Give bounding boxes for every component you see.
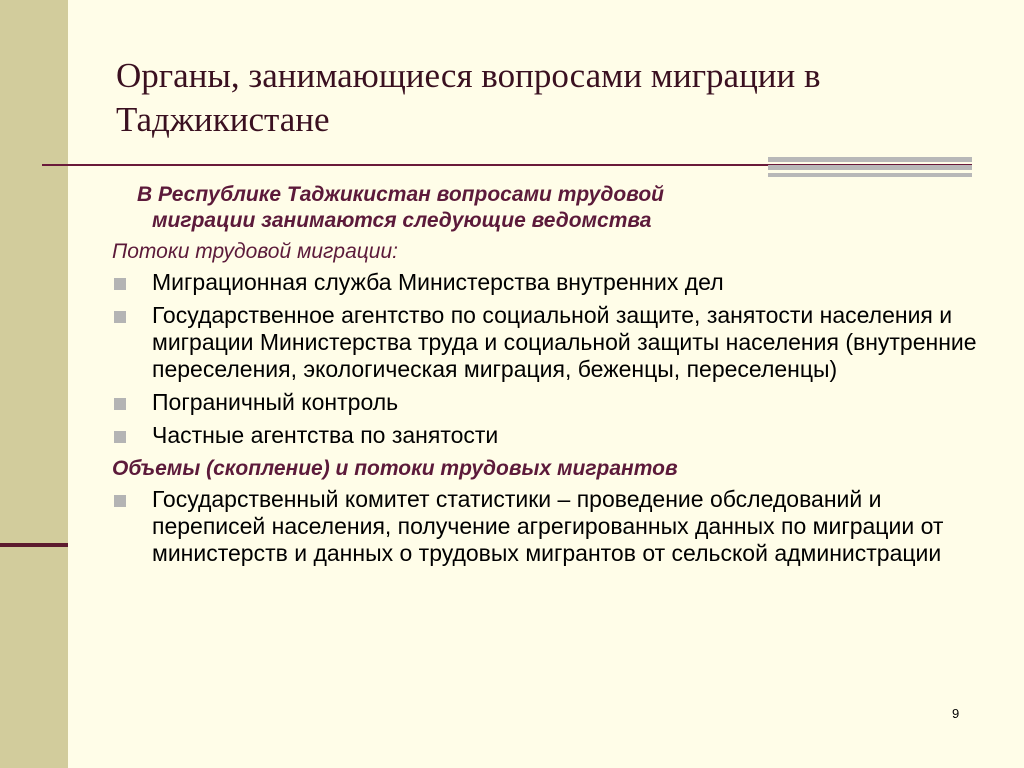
list-item-text: Миграционная служба Министерства внутренних дел: [152, 269, 724, 295]
section-heading-flows: Потоки трудовой миграции:: [112, 240, 398, 263]
bullet-list-flows: [112, 269, 992, 449]
left-bar-rule: [0, 543, 68, 547]
bullet-list-volumes: [112, 486, 992, 567]
left-decorative-bar: [0, 0, 68, 768]
list-item: [112, 422, 992, 449]
list-item-text: Частные агентства по занятости: [152, 422, 499, 448]
intro-text: [112, 182, 992, 234]
title-underline-grey-stripes: [768, 157, 972, 177]
list-item: [112, 302, 992, 383]
list-item: [112, 269, 992, 296]
square-bullet-icon: [114, 311, 126, 323]
list-item-text: Пограничный контроль: [152, 389, 399, 415]
square-bullet-icon: [114, 495, 126, 507]
slide-title: Органы, занимающиеся вопросами миграции в Таджикистане: [116, 56, 821, 139]
square-bullet-icon: [114, 431, 126, 443]
slide-content: [112, 182, 992, 573]
page-number: 9: [952, 706, 960, 721]
list-item: [112, 486, 992, 567]
list-item: [112, 389, 992, 416]
list-item-text: Государственное агентство по социальной защите, занятости населения и миграции Министерства труда и социальной защиты населения (внутренние переселения, экологическая миграция, беженцы, переселенцы): [152, 302, 977, 382]
list-item-text: Государственный комитет статистики – проведение обследований и переписей населения, получение агрегированных данных по миграции от министерств и данных о трудовых мигрантов от сельской администрации: [152, 486, 944, 566]
intro-line-2: миграции занимаются следующие ведомства: [152, 209, 652, 232]
square-bullet-icon: [114, 398, 126, 410]
square-bullet-icon: [114, 278, 126, 290]
intro-line-1: В Республике Таджикистан вопросами трудовой: [137, 183, 664, 206]
section-heading-volumes: Объемы (скопление) и потоки трудовых мигрантов: [112, 457, 678, 480]
